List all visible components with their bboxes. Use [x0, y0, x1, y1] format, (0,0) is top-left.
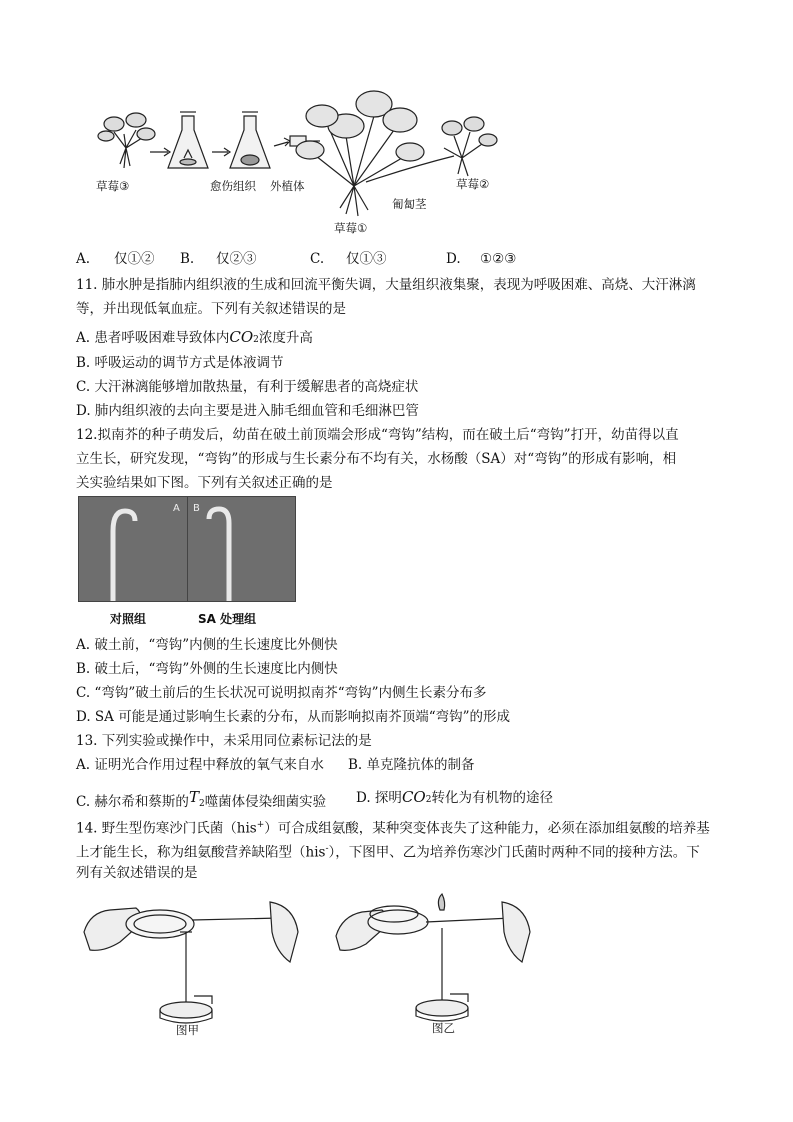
- q12-option-c[interactable]: C. “弯钩”破土前后的生长状况可说明拟南芥“弯钩”内侧生长素分布多: [76, 685, 487, 701]
- q13-option-d-pre: D. 探明: [356, 790, 402, 806]
- q13-stem: 13. 下列实验或操作中，未采用同位素标记法的是: [76, 733, 372, 749]
- right-hand-icon: [270, 902, 298, 962]
- label-strawberry-3: 草莓③: [96, 179, 130, 193]
- fig-b-caption: 图乙: [432, 1021, 455, 1035]
- q10-option-c[interactable]: 仅①③: [346, 251, 387, 267]
- inoculating-loop-icon: [192, 918, 280, 920]
- q11-stem-line-1: 11. 肺水肿是指肺内组织液的生成和回流平衡失调，大量组织液集聚，表现为呼吸困难、高烧、大汗淋漓: [76, 277, 696, 293]
- right-hand-icon-b: [502, 902, 530, 962]
- inoculation-figure-b: [332, 892, 552, 1042]
- strawberry-3-plant-icon: [98, 113, 155, 168]
- q11-option-a-post: 浓度升高: [258, 330, 313, 346]
- q10-option-d[interactable]: ①②③: [480, 251, 517, 267]
- q11-option-d[interactable]: D. 肺内组织液的去向主要是进入肺毛细血管和毛细淋巴管: [76, 403, 419, 419]
- sa-seedling-icon: [209, 509, 229, 601]
- q13-option-c-chem: T: [188, 788, 199, 806]
- q12-option-d[interactable]: D. SA 可能是通过影响生长素的分布，从而影响拟南芥顶端“弯钩”的形成: [76, 709, 511, 725]
- inoculating-loop-icon-b: [426, 918, 512, 922]
- q14-stem-line-1: [76, 816, 710, 838]
- q12-option-a[interactable]: A. 破土前，“弯钩”内侧的生长速度比外侧快: [76, 637, 338, 653]
- q14-stem-1-sup: +: [256, 820, 265, 830]
- q11-option-a-chem: CO: [229, 328, 254, 346]
- q12-stem-line-2: 立生长，研究发现，“弯钩”的形成与生长素分布不均有关，水杨酸（SA）对“弯钩”的形成有影响，相: [76, 451, 677, 467]
- q11-option-b[interactable]: B. 呼吸运动的调节方式是体液调节: [76, 355, 284, 371]
- q11-stem-line-2: 等，并出现低氧血症。下列有关叙述错误的是: [76, 301, 346, 317]
- inoculation-figure-a: [80, 892, 320, 1042]
- q10-option-b[interactable]: 仅②③: [216, 251, 257, 267]
- label-stolon: 匍匐茎: [392, 197, 427, 211]
- q11-option-c[interactable]: C. 大汗淋漓能够增加散热量，有利于缓解患者的高烧症状: [76, 379, 419, 395]
- q13-option-d-post: 转化为有机物的途径: [431, 790, 553, 806]
- q13-options-ab: [76, 756, 475, 774]
- q12-option-b[interactable]: B. 破土后，“弯钩”外侧的生长速度比内侧快: [76, 661, 338, 677]
- q12-stem-line-1: 12.拟南芥的种子萌发后，幼苗在破土前顶端会形成“弯钩”结构，而在破土后“弯钩”打开，幼苗得以直: [76, 427, 679, 443]
- fig-a-caption: 图甲: [176, 1023, 199, 1037]
- q10-option-b-letter[interactable]: B.: [180, 251, 195, 267]
- q13-option-d-sub: 2: [425, 795, 432, 805]
- q13-option-a[interactable]: A. 证明光合作用过程中释放的氧气来自水: [76, 757, 324, 773]
- q13-option-c-pre: C. 赫尔希和蔡斯的: [76, 794, 189, 810]
- q14-stem-1b: ）可合成组氨酸，某种突变体丧失了这种能力，必须在添加组氨酸的培养基: [264, 820, 710, 837]
- q13-option-d-chem: CO: [401, 788, 426, 806]
- q12-stem-line-3: 关实验结果如下图。下列有关叙述正确的是: [76, 475, 333, 491]
- photo-label-b: B: [193, 503, 200, 514]
- q13-options-cd: [76, 788, 553, 813]
- q14-stem-2b: ），下图甲、乙为培养伤寒沙门氏菌时两种不同的接种方法。下: [328, 844, 700, 861]
- q14-stem-line-2: [76, 840, 700, 862]
- q14-stem-2-sup: -: [325, 844, 329, 854]
- alcohol-lamp-base-icon: [160, 1002, 212, 1018]
- q13-option-b[interactable]: B. 单克隆抗体的制备: [348, 757, 475, 773]
- q13-option-c-post: 噬菌体侵染细菌实验: [204, 794, 327, 810]
- q11-option-a-pre: A. 患者呼吸困难导致体内: [76, 330, 230, 346]
- strawberry-propagation-figure: [84, 86, 504, 236]
- q13-option-c-sub: 2: [198, 799, 205, 809]
- q13-option-c[interactable]: [76, 788, 327, 810]
- label-strawberry-1: 草莓①: [334, 221, 368, 235]
- culture-flask-1-icon: [168, 112, 208, 168]
- photo-label-a: A: [173, 503, 180, 514]
- q13-option-d[interactable]: [356, 788, 553, 809]
- q11-option-a-sub: 2: [253, 335, 259, 345]
- culture-flask-2-icon: [230, 112, 270, 168]
- caption-sa-group: SA 处理组: [198, 612, 257, 626]
- petri-dish-icon: [126, 910, 194, 938]
- q10-option-d-letter[interactable]: D.: [446, 251, 461, 267]
- alcohol-lamp-base-icon-b: [416, 1000, 468, 1016]
- control-seedling-icon: [113, 511, 135, 601]
- flame-icon: [438, 894, 444, 910]
- label-strawberry-2: 草莓②: [456, 177, 490, 191]
- seedling-hook-photo: [78, 496, 296, 602]
- q10-option-a[interactable]: 仅①②: [114, 251, 155, 267]
- q11-option-a[interactable]: [76, 328, 313, 349]
- q14-stem-1a: 14. 野生型伤寒沙门氏菌（his: [76, 820, 257, 837]
- q14-stem-line-3: 列有关叙述错误的是: [76, 865, 198, 881]
- strawberry-2-plant-icon: [442, 117, 497, 176]
- caption-control-group: 对照组: [110, 612, 147, 626]
- label-callus: 愈伤组织: [210, 179, 256, 193]
- q14-stem-2a: 上才能生长，称为组氨酸营养缺陷型（his: [76, 844, 326, 861]
- q10-option-c-letter[interactable]: C.: [310, 251, 325, 267]
- label-explant: 外植体: [270, 179, 305, 193]
- q10-option-a-letter[interactable]: A.: [76, 251, 91, 267]
